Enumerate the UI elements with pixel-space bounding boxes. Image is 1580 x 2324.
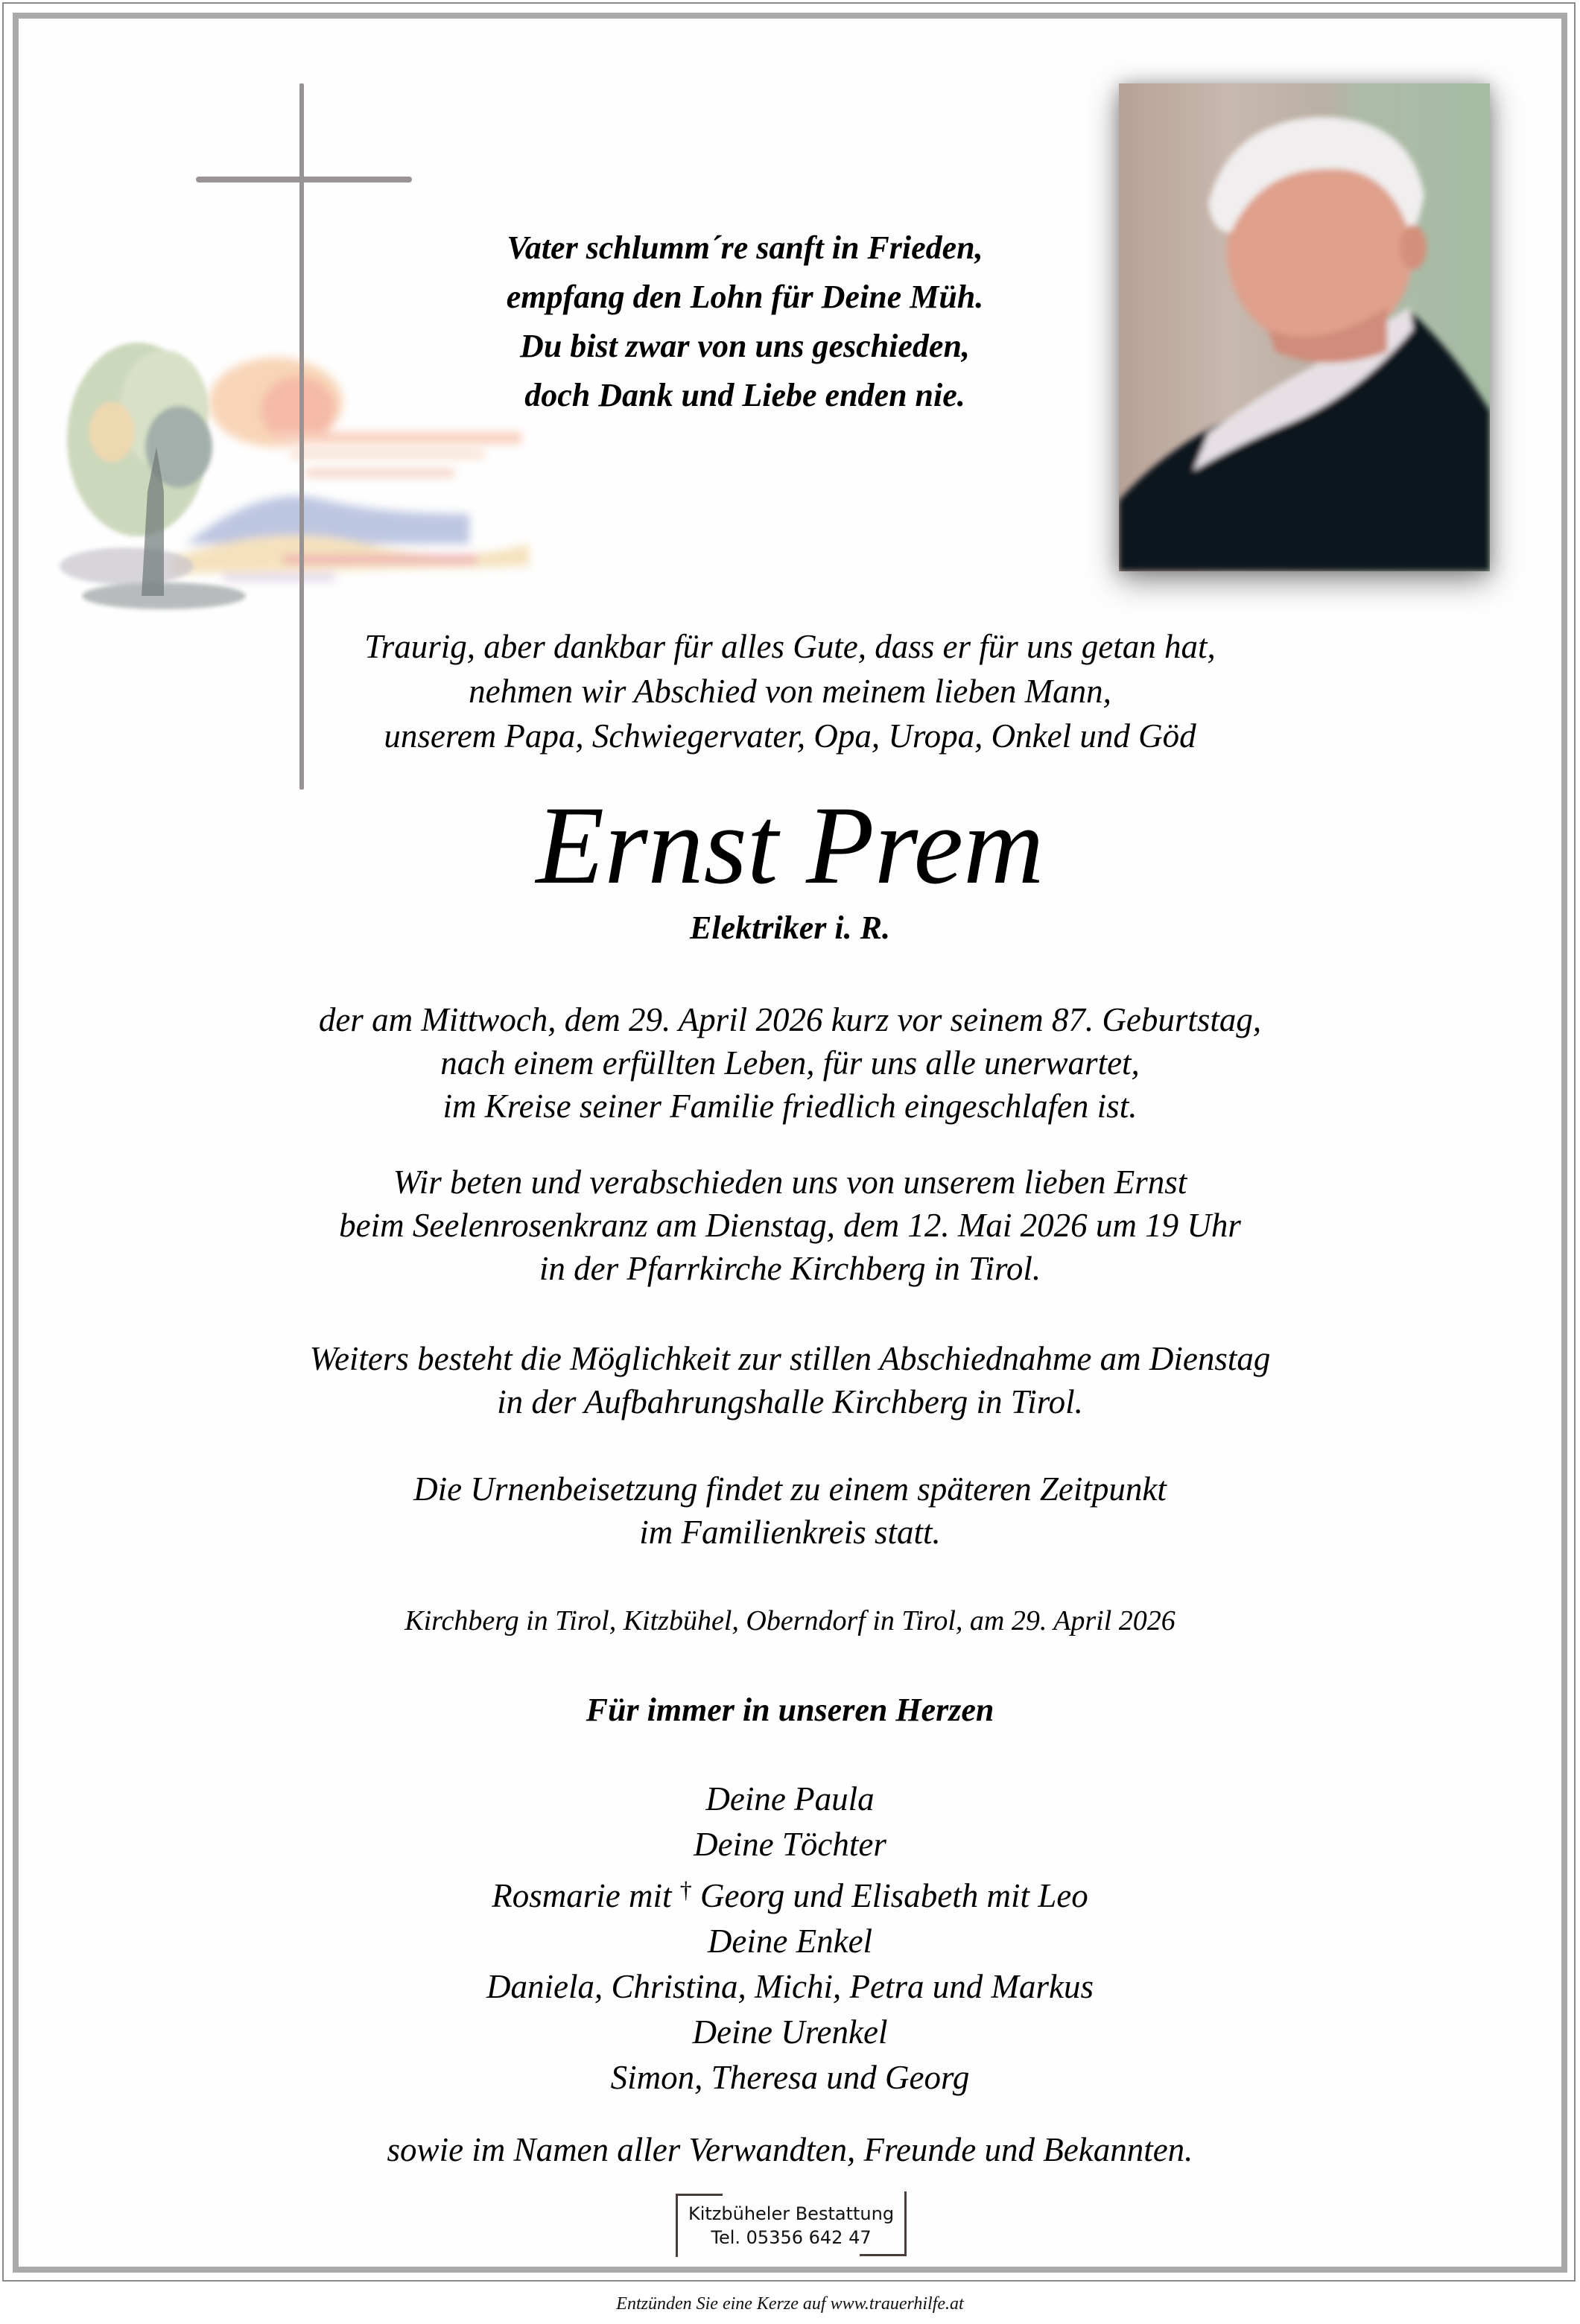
farewell-line: in der Aufbahrungshalle Kirchberg in Tirol. [497,1383,1083,1420]
family-text: Georg und Elisabeth mit Leo [691,1877,1088,1914]
dagger-icon: † [679,1876,692,1903]
family-text: Rosmarie mit [492,1877,680,1914]
urn-line: Die Urnenbeisetzung findet zu einem späteren Zeitpunkt [413,1470,1167,1508]
death-notice [0,998,1580,1128]
family-line: Daniela, Christina, Michi, Petra und Markus [486,1968,1094,2005]
family-line: Deine Töchter [694,1826,886,1863]
closing-line: sowie im Namen aller Verwandten, Freunde und Bekannten. [387,2131,1193,2168]
intro-line: Traurig, aber dankbar für alles Gute, dass er für uns getan hat, [364,628,1216,665]
family-line: Simon, Theresa und Georg [610,2059,970,2096]
undertaker-name: Kitzbüheler Bestattung [688,2203,895,2224]
undertaker-logo [676,2194,907,2256]
poem-line: empfang den Lohn für Deine Müh. [506,279,984,315]
poem [447,223,1043,420]
urn-line: im Familienkreis statt. [639,1514,941,1551]
poem-line: doch Dank und Liebe enden nie. [524,377,965,413]
intro-line: nehmen wir Abschied von meinem lieben Mann, [469,673,1111,710]
intro-text [0,624,1580,758]
prayer-line: in der Pfarrkirche Kirchberg in Tirol. [539,1250,1041,1287]
prayer-line: Wir beten und verabschieden uns von unserem lieben Ernst [393,1163,1187,1201]
hearts-line: Für immer in unseren Herzen [586,1692,994,1728]
death-line: im Kreise seiner Familie friedlich eingeschlafen ist. [442,1088,1138,1125]
deceased-name: Ernst Prem [536,784,1044,907]
place-date: Kirchberg in Tirol, Kitzbühel, Oberndorf in Tirol, am 29. April 2026 [404,1605,1176,1636]
family-line: Deine Paula [705,1780,875,1817]
deceased-profession: Elektriker i. R. [690,909,890,946]
death-line: der am Mittwoch, dem 29. April 2026 kurz vor seinem 87. Geburtstag, [318,1001,1262,1038]
poem-line: Du bist zwar von uns geschieden, [520,328,970,364]
poem-line: Vater schlumm´re sanft in Frieden, [507,229,983,266]
footer-candle-link[interactable]: Entzünden Sie eine Kerze auf www.trauerhilfe.at [616,2294,964,2314]
family-line: Deine Urenkel [692,2013,888,2051]
family-line [0,1867,1580,1919]
prayer-notice [0,1161,1580,1290]
farewell-line: Weiters besteht die Möglichkeit zur stillen Abschiednahme am Dienstag [309,1340,1271,1377]
cross-horizontal-bar [196,177,412,182]
intro-line: unserem Papa, Schwiegervater, Opa, Uropa, Onkel und Göd [384,717,1196,755]
portrait-photo-icon [1119,83,1490,571]
death-line: nach einem erfüllten Leben, für uns alle unerwartet, [440,1044,1140,1082]
farewell-notice [0,1337,1580,1423]
prayer-line: beim Seelenrosenkranz am Dienstag, dem 12. Mai 2026 um 19 Uhr [339,1207,1241,1244]
family-list [0,1777,1580,2101]
portrait-photo [1119,83,1490,571]
family-line: Deine Enkel [707,1923,873,1960]
urn-notice [0,1467,1580,1554]
undertaker-phone: Tel. 05356 642 47 [711,2227,872,2248]
